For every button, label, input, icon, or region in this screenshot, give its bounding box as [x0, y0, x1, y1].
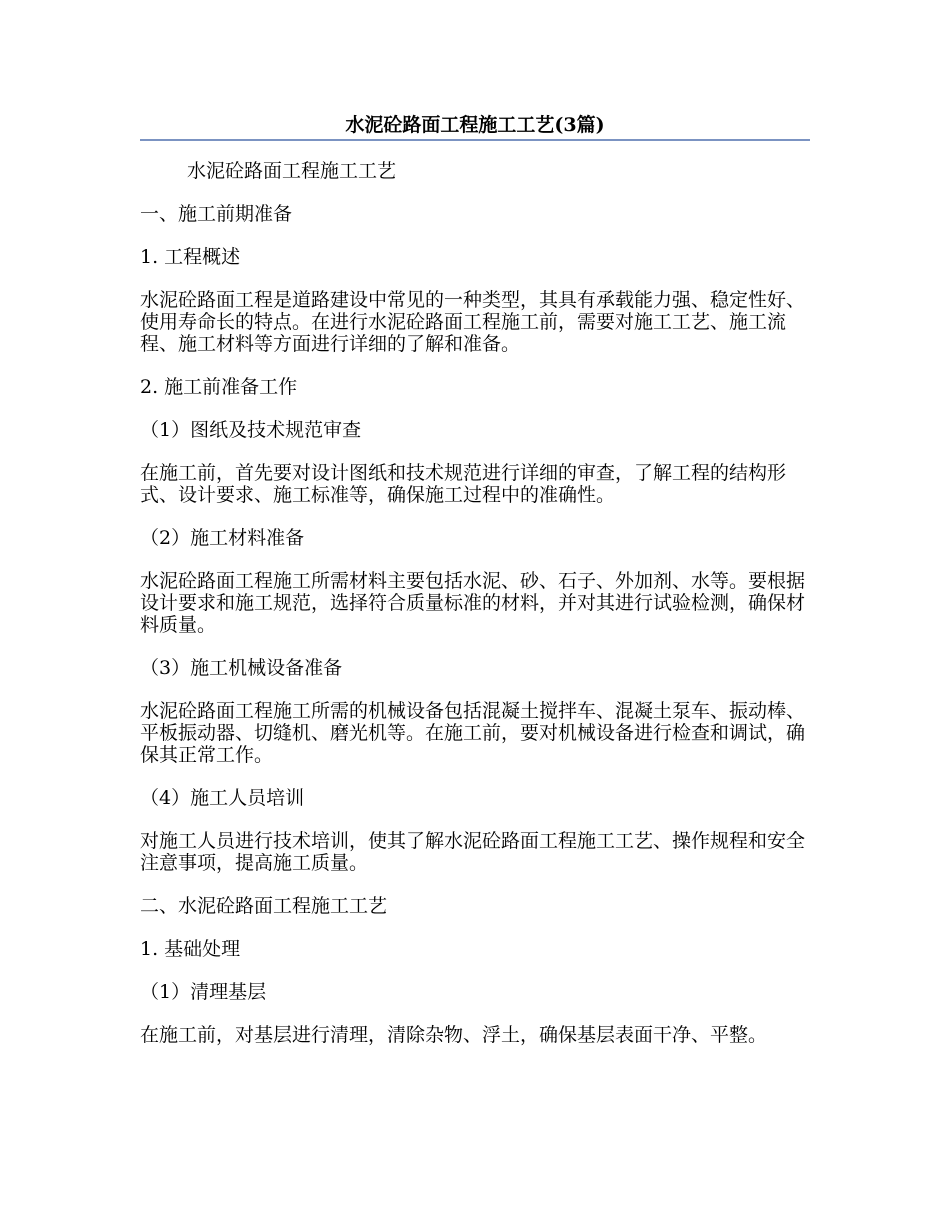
item-heading: （4）施工人员培训 [140, 787, 305, 809]
item-heading: （1）清理基层 [140, 981, 267, 1003]
body-paragraph: 水泥砼路面工程施工所需的机械设备包括混凝土搅拌车、混凝土泵车、振动棒、平板振动器、切缝机、磨光机等。在施工前，要对机械设备进行检查和调试，确保其正常工作。 [140, 700, 806, 766]
body-paragraph: 在施工前，对基层进行清理，清除杂物、浮土，确保基层表面干净、平整。 [140, 1024, 768, 1046]
subsection-heading: 1. 工程概述 [140, 246, 241, 268]
subsection-heading: 2. 施工前准备工作 [140, 376, 298, 398]
document-body [140, 160, 810, 1067]
body-paragraph: 水泥砼路面工程是道路建设中常见的一种类型，其具有承载能力强、稳定性好、使用寿命长的特点。在进行水泥砼路面工程施工前，需要对施工工艺、施工流程、施工材料等方面进行详细的了解和准备。 [140, 289, 806, 355]
title-divider [140, 139, 810, 141]
body-paragraph: 对施工人员进行技术培训，使其了解水泥砼路面工程施工工艺、操作规程和安全注意事项，提高施工质量。 [140, 830, 806, 874]
body-paragraph: 水泥砼路面工程施工所需材料主要包括水泥、砂、石子、外加剂、水等。要根据设计要求和施工规范，选择符合质量标准的材料，并对其进行试验检测，确保材料质量。 [140, 570, 806, 636]
page-title: 水泥砼路面工程施工工艺(3篇) [345, 114, 605, 136]
item-heading: （3）施工机械设备准备 [140, 657, 343, 679]
item-heading: （1）图纸及技术规范审查 [140, 419, 362, 441]
section-heading: 一、施工前期准备 [140, 203, 293, 225]
section-heading: 二、水泥砼路面工程施工工艺 [140, 895, 388, 917]
item-heading: （2）施工材料准备 [140, 527, 305, 549]
body-paragraph: 在施工前，首先要对设计图纸和技术规范进行详细的审查，了解工程的结构形式、设计要求、施工标准等，确保施工过程中的准确性。 [140, 462, 787, 506]
subsection-heading: 1. 基础处理 [140, 938, 241, 960]
subtitle-paragraph: 水泥砼路面工程施工工艺 [187, 160, 397, 182]
